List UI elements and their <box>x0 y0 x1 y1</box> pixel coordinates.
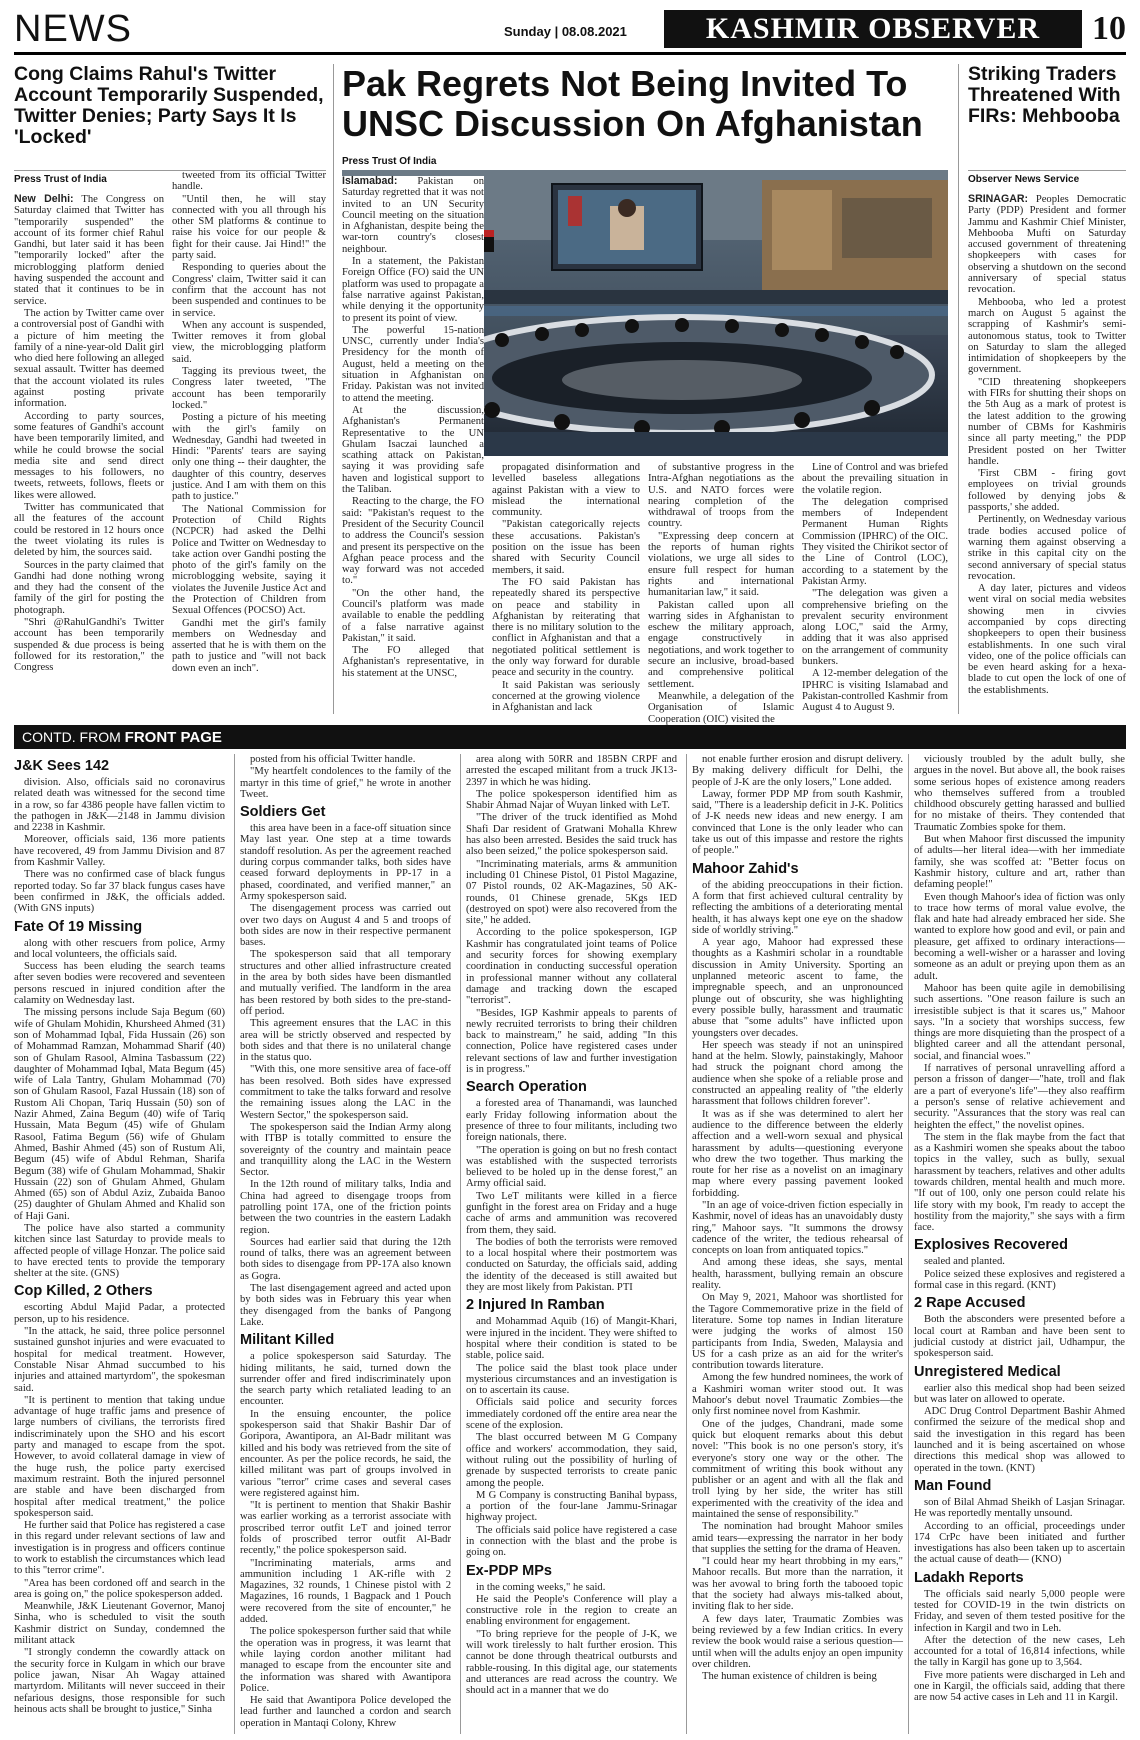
paragraph: Even though Mahoor's idea of fiction was only to trace how terms of moral value evolve, the flak and hate had already embraced her side. She wanted to explore how good and evil, or pain and pleasure, get affixed to ordinary interactions—becoming a well-wisher or a harasser and loving someone as an adult or preying upon them as an adult. <box>914 891 1125 982</box>
sub-headline: J&K Sees 142 <box>14 758 110 774</box>
paragraph: SRINAGAR: Peoples Democratic Party (PDP) President and former Jammu and Kashmir Chief Minister, Mehbooba Mufti on Saturday accused government of threatening shopkeepers with cases for observing a shutdown on the second anniversary of special status revocation. <box>968 193 1126 296</box>
main-story-byline: Press Trust Of India <box>342 156 437 167</box>
sub-headline: Fate Of 19 Missing <box>14 918 143 935</box>
paragraph: He further said that Police has registered a case in this regard under relevant sections of law and investigation is in progress and officers continue to work to establish the circumstances which lead to this "terror crime". <box>14 1520 225 1577</box>
paragraph: The police spokesperson further said that while the operation was in progress, it was learnt that while laying cordon another militant had managed to escape from the encounter site and the information was shared with Awantipora Police. <box>240 1626 451 1694</box>
section-name: NEWS <box>14 8 132 50</box>
sub-headline: Man Found <box>914 1477 992 1494</box>
paragraph: "In an age of voice-driven fiction especially in Kashmir, novel of ideas has an unavoidably dusty ring," Mahoor says. "It summons the drowsy cadence of the writer, the tedious rehearsal of concepts on loan from antiquated topics." <box>692 1199 903 1257</box>
paragraph: Twitter has communicated that all the features of the account could be restored in 12 hours once the tweet violating its rules is deleted by him, the sources said. <box>14 502 164 559</box>
paragraph: M G Company is constructing Banihal bypass, a portion of the four-lane Jammu-Srinagar highway project. <box>466 1489 677 1524</box>
paragraph: "Besides, IGP Kashmir appeals to parents of newly recruited terrorists to bring their children back to mainstream," he said, adding "In this connection, Police have registered cases under relevant sections of law and further investigation is in progress." <box>466 1007 677 1076</box>
sub-headline: Ladakh Reports <box>914 1569 1024 1586</box>
paragraph: Gandhi met the girl's family members on Wednesday and asserted that he is with them on the path to justice and "will not back down even an inch". <box>172 617 326 674</box>
paragraph: Sources had earlier said that during the 12th round of talks, there was an agreement between both sides to disengage from PP-17A also known as Gogra. <box>240 1236 451 1282</box>
paragraph: Laway, former PDP MP from south Kashmir, said, "There is a leadership deficit in J-K. Politics of J-K needs new ideas and new energy. I am convinced that Lone is the only leader who can take us out of this impasse and restore the rights of people." <box>692 788 903 857</box>
issue-date: Sunday | 08.08.2021 <box>504 24 627 39</box>
paragraph: The officials said police have registered a case in connection with the blast and the probe is going on. <box>466 1524 677 1559</box>
paragraph: "It is pertinent to mention that taking undue advantage of huge traffic jams and presence of large numbers of civilians, the terrorists fired indiscriminately upon the SHO and his escort party and managed to escape from the spot. However, to avoid collateral damage in view of the huge rush, the police party exercised maximum restraint. Both the injured personnel are stable and have been discharged from hospital after medical treatment," the police spokesperson said. <box>14 1394 225 1519</box>
paragraph: Police seized these explosives and registered a formal case in this regard. (KNT) <box>914 1268 1125 1292</box>
paragraph: After the detection of the new cases, Leh accounted for a total of 16,814 infections, while the tally in Kargil has gone up to 3,564. <box>914 1634 1125 1669</box>
continued-column-2 <box>240 754 451 1734</box>
right-story-byline: Observer News Service <box>968 174 1080 185</box>
column-divider <box>234 754 235 1734</box>
paragraph: "My heartfelt condolences to the family of the martyr in this time of grief," he wrote in another Tweet. <box>240 766 451 800</box>
paragraph: tweeted from its official Twitter handle. <box>172 170 326 193</box>
paragraph: In a statement, the Pakistan Foreign Office (FO) said the UN platform was used to propagate a false narrative against Pakistan, while denying it the opportunity to present its point of view. <box>342 256 484 324</box>
paragraph: Officials said police and security forces immediately cordoned off the entire area near the scene of the explosion. <box>466 1397 677 1432</box>
paragraph: not enable further erosion and disrupt delivery. By making delivery difficult for Delhi, the people of J-K are the only losers," Lone added. <box>692 754 903 788</box>
paragraph: a police spokesperson said Saturday. The hiding militants, he said, turned down the surrender offer and fired indiscriminately upon the search party which retaliated leading to an encounter. <box>240 1351 451 1408</box>
paragraph: division. Also, officials said no coronavirus related death was witnessed for the second time in a row, so far 4386 people have fallen victim to the pathogen in J&K—2148 in Jammu division and 2238 in Kashmir. <box>14 777 225 834</box>
paragraph: He said the People's Conference will play a constructive role in the region to create an enabling environment for engagement. <box>466 1593 677 1628</box>
masthead <box>14 10 1126 55</box>
paragraph: son of Bilal Ahmad Sheikh of Lasjan Srinagar. He was reportedly mentally unsound. <box>914 1496 1125 1520</box>
paragraph: Moreover, officials said, 136 more patients have recovered, 49 from Jammu Division and 87 from Kashmir Valley. <box>14 834 225 869</box>
column-divider <box>686 754 687 1734</box>
paragraph: "In the attack, he said, three police personnel sustained gunshot injuries and were evacuated to hospital for medical treatment. However, Constable Nisar Ahmad succumbed to his injuries and attained martyrdom", the spokesman said. <box>14 1326 225 1394</box>
paragraph: If narratives of personal unravelling afford a person a frisson of danger—"hate, troll and flak are a part of everyone's life"—they also reaffirm a person's sense of relative achievement and security. "Assurances that the story was real can heighten the effect," the novelist opines. <box>914 1063 1125 1131</box>
contd-prefix: CONTD. FROM <box>22 729 121 745</box>
paragraph: In the ensuing encounter, the police spokesperson said that Shakir Bashir Dar of Goripora, Awantipora, an Al-Badr militant was killed and his body was retrieved from the site of encounter. As per the police records, he said, the killed militant was part of groups involved in various "terror" crime cases and several cases were registered against him. <box>240 1408 451 1499</box>
paragraph: sealed and planted. <box>924 1256 1005 1268</box>
paragraph: The spokesperson said that all temporary structures and other allied infrastructure created in the area by both sides have been dismantled and mutually verified. The landform in the area has been restored by both sides to the pre-stand-off period. <box>240 949 451 1017</box>
paragraph: It was as if she was determined to alert her audience to the difference between the elderly affection and a well-worn sexual and physical harassment by adults—questioning everyone who drew the two together. Thus marking the route for her rise as a novelist on an imaginary map where every passing pavement looked forbidding. <box>692 1108 903 1199</box>
left-story-byline: Press Trust of India <box>14 174 107 185</box>
sub-headline: Militant Killed <box>240 1332 335 1349</box>
continued-column-1 <box>14 754 225 1734</box>
page-number: 10 <box>1086 10 1129 48</box>
paragraph: The delegation comprised members of Independent Permanent Human Rights Commission (IPHRC) of the OIC. They visited the Chirikot sector of the Line of Control (LOC), according to a statement by the Pakistan Army. <box>802 496 948 587</box>
paragraph: "It is pertinent to mention that Shakir Bashir was earlier working as a terrorist associate with proscribed terror outfit LeT and joined terror folds of proscribed terror outfit Al-Badr recently," the police spokesperson said. <box>240 1500 451 1557</box>
paragraph: Pakistan called upon all warring sides in Afghanistan to eschew the military approach, engage constructively in negotiations, and work together to secure an inclusive, broad-based and comprehensive political settlement. <box>648 599 794 690</box>
paragraph: The FO said Pakistan has repeatedly shared its perspective on peace and stability in Afghanistan by reiterating that there is no military solution to the conflict in Afghanistan and that a negotiated political settlement is the only way forward for durable peace and security in the country. <box>492 576 640 679</box>
paragraph: The disengagement process was carried out over two days on August 4 and 5 and troops of both sides are now in their respective permanent bases. <box>240 903 451 949</box>
paragraph: The police said the blast took place under mysterious circumstances and an investigation is on to ascertain its cause. <box>466 1362 677 1397</box>
column-divider <box>958 64 959 714</box>
continued-column-5 <box>914 754 1125 1734</box>
paragraph: Responding to queries about the Congress' claim, Twitter said it can confirm that the account has not been suspended and continues to be in service. <box>172 262 326 319</box>
paragraph: Mahoor has been quite agile in demobilising such assertions. "One reason failure is such an irresistible subject is that it scares us," Mahoor says. "In a society that worships success, few things are more disquieting than the prospect of a blighted career and all the attendant personal, social, and financial woes." <box>914 982 1125 1062</box>
paragraph: One of the judges, Chandrani, made some quick but eloquent remarks about this debut novel: "This book is no one person's story, it's everyone's story one way or the other. The commitment of writing this book without any publisher or an agent and with all the flak and troll lying by her side, the writer has still experimented with the creativity of the idea and maintained the sense of responsibility." <box>692 1418 903 1520</box>
paragraph: New Delhi: The Congress on Saturday claimed that Twitter has "temporarily suspended" the account of its former chief Rahul Gandhi, but later said it has been "temporarily locked" after the microblogging platform denied having suspended the account and stated that it continues to be in service. <box>14 193 165 307</box>
paragraph: The officials said nearly 5,000 people were tested for COVID-19 in the twin districts on Friday, and seven of them tested positive for the infection in Kargil and two in Leh. <box>914 1588 1125 1634</box>
paragraph: "Area has been cordoned off and search in the area is going on," the police spokesperson added. <box>14 1577 225 1600</box>
paragraph: "The delegation was given a comprehensive briefing on the prevalent security environment along LOC," said the Army, adding that it was also apprised on the arrangement of community bunkers. <box>802 588 948 668</box>
left-story-column-2 <box>172 170 326 714</box>
sub-headline: Soldiers Get <box>240 804 326 821</box>
paragraph: A year ago, Mahoor had expressed these thoughts as a Kashmiri scholar in a roundtable discussion in Amity University. Sporting an unplanned meteoric ascent to fame, the impregnable speech, and an unpronounced plunge out of obscurity, she was highlighting every possible bully, harassment and traumatic abuse that "some adults" have inflicted upon youngsters over decades. <box>692 937 903 1039</box>
main-story-column-1 <box>342 176 484 714</box>
paragraph: area along with 50RR and 185BN CRPF and arrested the escaped militant from a truck JK13-2397 in which he was hiding. <box>466 754 677 788</box>
paragraph: Two LeT militants were killed in a fierce gunfight in the forest area on Friday and a huge cache of arms and ammunition was recovered from them, they said. <box>466 1190 677 1236</box>
paragraph: A few days later, Traumatic Zombies was being reviewed by a few Indian critics. In every review the book would raise a serious question—until when will the adults enjoy an open impunity over children. <box>692 1613 903 1670</box>
paragraph: "Expressing deep concern at the reports of human rights violations, we urge all sides to ensure full respect for human rights and international humanitarian law," it said. <box>648 530 794 599</box>
sub-headline: Explosives Recovered <box>914 1237 1068 1254</box>
sub-headline: 2 Injured In Ramban <box>466 1297 605 1314</box>
paragraph: "The operation is going on but no fresh contact was established with the suspected terrorists believed to be holed up in the dense forest," an Army official said. <box>466 1144 677 1190</box>
right-story-headline: Striking Traders Threatened With FIRs: Mehbooba <box>968 63 1121 128</box>
paragraph: The bodies of both the terrorists were removed to a local hospital where their postmortem was conducted on Saturday, the officials said, adding the identity of the deceased is still awaited but they are most likely from Pakistan. PTI <box>466 1236 677 1294</box>
paragraph: Meanwhile, J&K Lieutenant Governor, Manoj Sinha, who is scheduled to visit the south Kashmir district on Sunday, condemned the militant attack <box>14 1601 225 1647</box>
paragraph: "Until then, he will stay connected with you all through his other SM platforms & continue to raise his voice for our people & fight for their cause. Jai Hind!" the party said. <box>172 193 326 262</box>
column-divider <box>460 754 461 1734</box>
contd-label: FRONT PAGE <box>124 729 222 746</box>
paragraph: At the discussion, Afghanistan's Permanent Representative to the UN Ghulam Isaczai launched a scathing attack on Pakistan, saying it was providing safe haven and logistical support to the Taliban. <box>342 404 484 496</box>
paragraph: 'First CBM - firing govt employees on trivial grounds followed by denying jobs & passports,' she added. <box>968 468 1126 514</box>
paragraph: The stem in the flak maybe from the fact that as a Kashmiri women she speaks about the taboo topics in the valley, such as bully, sexual harassment by teachers, relatives and other adults towards children, mental health and much more. "If out of 100, only one person could relate his life story with my book, I'm ready to accept the hostility from the majority," she says with a firm face. <box>914 1131 1125 1234</box>
column-divider <box>333 64 334 714</box>
paragraph: The blast occurred between M G Company office and workers' accommodation, they said, without ruling out the possibility of hurling of grenade by suspected terrorists to create panic among the people. <box>466 1432 677 1489</box>
paragraph: It said Pakistan was seriously concerned at the growing violence in Afghanistan and lack <box>492 679 640 714</box>
continued-from-front-page-bar <box>14 725 1126 749</box>
paragraph: "To bring reprieve for the people of J-K, we will work tirelessly to halt further erosion. This cannot be done through theatrical outbursts and rabble-rousing. In this digital age, our statements and utterances are read across the country. We should act in a manner that we do <box>466 1628 677 1697</box>
paragraph: Pertinently, on Wednesday various trade bodies accused police of warning them against observing a strike in this capital city on the second anniversary of special status revocation. <box>968 514 1126 582</box>
paragraph: earlier also this medical shop had been seized but was later on allowed to operate. <box>914 1382 1125 1405</box>
sub-headline: Unregistered Medical <box>914 1363 1061 1380</box>
paragraph: The nomination had brought Mahoor smiles amid tears—expressing the narrator in her body that supplies the setting for the drama of Heaven. <box>692 1521 903 1555</box>
paragraph: In the 12th round of military talks, India and China had agreed to disengage troops from patrolling point 17A, one of the friction points between the two countries in the eastern Ladakh region. <box>240 1179 451 1236</box>
right-story-column-1 <box>968 194 1126 714</box>
paragraph: The police spokesperson identified him as Shabir Ahmad Najar of Wuyan linked with LeT. <box>466 788 677 812</box>
paragraph: There was no confirmed case of black fungus reported today. So far 37 black fungus cases have been confirmed in J&K, the officials added. (With GNS inputs) <box>14 869 225 915</box>
paragraph: A day later, pictures and videos went viral on social media websites showing men in civvies accompanied by cops directing shopkeepers to open their business establishments. In one such viral video, one of the police officials can be even heard asking for a hexa-blade to cut open the lock of one of the establishments. <box>968 583 1126 696</box>
paragraph: posted from his official Twitter handle. <box>250 754 416 765</box>
paragraph: The missing persons include Saja Begum (60) wife of Ghulam Mohidin, Khursheed Ahmed (31) son of Mohammad Iqbal, Fida Hussain (26) son of Mohammad Ramzan, Mohammad Sharif (40) son of Ghulam Rasool, Almina Tasbassum (22) daughter of Mohammad Iqbal, Mata Begum (45) wife of Lala Tantry, Ghulam Mohammad (70) son of Ghulam Rasool, Fazal Hussain (18) son of Rustom Ali Chopan, Tariq Hussain (50) son of Nazir Ahmed, Zaina Begum (40) wife of Tariq Hussain, Mata Begum (45) wife of Ghulam Rasool, Fatima Begum (56) wife of Ghulam Ahmed, Bashir Ahmed (45) son of Rustum Ali, Begum (45) wife of Abdul Rehman, Sharifa Begum (38) wife of Ghulam Mohammad, Shakir Hussain (22) son of Ghulam Ahmed, Ghulam Ahmed (65) son of Abdul Aziz, Zubaida Banoo (25) daughter of Ghulam Ahmed and Khalid son of Haji Gani. <box>14 1007 225 1222</box>
paragraph: "Incriminating materials, arms and ammunition including 1 AK-rifle with 2 Magazines, 32 rounds, 1 Chinese pistol with 2 Magazines, 16 rounds, 1 Bagpack and 1 Pouch were recovered from the site of encounter," he added. <box>240 1557 451 1626</box>
main-story-column-4 <box>802 462 948 714</box>
paragraph: The police have also started a community kitchen since last Saturday to provide meals to affected people of village Honzar. The police said to have erected tents to provide the temporary shelter at the site. (GNS) <box>14 1222 225 1280</box>
left-story-column-1 <box>14 194 164 714</box>
paragraph: escorting Abdul Majid Padar, a protected person, up to his residence. <box>14 1302 225 1325</box>
paragraph: "Shri @RahulGandhi's Twitter account has been temporarily suspended & due process is being followed for its restoration," the Congress <box>14 616 164 674</box>
newspaper-name: KASHMIR OBSERVER <box>664 10 1082 48</box>
continued-column-4 <box>692 754 903 1734</box>
paragraph: "Incriminating materials, arms & ammunition including 01 Chinese Pistol, 01 Pistol Magazine, 07 Pistol rounds, 02 AK-Magazines, 50 AK-rounds, 01 Chinese grenade, 5Kgs IED (destroyed on spot) were also recovered from the site," he added. <box>466 858 677 927</box>
sub-headline: Search Operation <box>466 1079 587 1096</box>
paragraph: The human existence of children is being <box>702 1671 877 1683</box>
sub-headline: Ex-PDP MPs <box>466 1562 552 1579</box>
paragraph: Tagging its previous tweet, the Congress later tweeted, "The account has been temporarily locked." <box>172 366 326 411</box>
paragraph: and Mohammad Aquib (16) of Mangit-Khari, were injured in the incident. They were shifted to hospital where their condition is stated to be stable, police said. <box>466 1316 677 1362</box>
left-story-headline: Cong Claims Rahul's Twitter Account Temporarily Suspended, Twitter Denies; Party Says It Is 'Locked' <box>14 63 324 149</box>
paragraph: Five more patients were discharged in Leh and one in Kargil, the officials said, adding that there are now 54 active cases in Leh and 11 in Kargil. <box>914 1669 1125 1704</box>
paragraph: According to an official, proceedings under 174 CrPc have been initiated and further investigations has also been taken up to ascertain the actual cause of death— (KNO) <box>914 1520 1125 1566</box>
sub-headline: 2 Rape Accused <box>914 1295 1026 1312</box>
paragraph: According to party sources, some features of Gandhi's account have been temporarily limited, and while he could browse the social media site and send direct messages to his followers, no tweets, retweets, follows, fleets or likes were allowed. <box>14 410 164 501</box>
paragraph: On May 9, 2021, Mahoor was shortlisted for the Tagore Commemorative prize in the field of literature. Some top names in Indian literature were judging the works of almost 150 participants from India, Sweden, Malaysia and US for a cash prize as an aid for the writer's contribution towards literature. <box>692 1292 903 1372</box>
paragraph: Mehbooba, who led a protest march on August 5 against the scrapping of Kashmir's semi-autonomous status, took to Twitter on Saturday to slam the alleged intimidation of shopkeepers by the government. <box>968 296 1126 376</box>
paragraph: "CID threatening shopkeepers with FIRs for shutting their shops on the 5th Aug as a mark of protest is the latest addition to the growing number of CBMs for Kashmiris since all party meeting," the PDP President posted on her Twitter handle. <box>968 376 1126 467</box>
sub-headline: Mahoor Zahid's <box>692 860 799 877</box>
paragraph: along with other rescuers from police, Army and local volunteers, the officials said. <box>14 937 225 960</box>
main-story-column-2 <box>492 462 640 714</box>
paragraph: "I could hear my heart throbbing in my ears," Mahoor recalls. But more than the narration, it was her avowal to bring forth the tabooed topic that the society had always mis-talked about, inviting flak to her side. <box>692 1556 903 1613</box>
paragraph: Islamabad: Pakistan on Saturday regretted that it was not invited to an UN Security Council meeting on the situation in Afghanistan, despite being the war-torn country's closest neighbour. <box>342 175 484 255</box>
paragraph: ADC Drug Control Department Bashir Ahmed confirmed the seizure of the medical shop and said the investigation in this regard has been launched and it is being ascertained on whose directions this medical shop was allowed to operated in the town. (KNT) <box>914 1406 1125 1474</box>
paragraph: "Pakistan categorically rejects these accusations. Pakistan's position on the issue has been shared with Security Council members, it said. <box>492 519 640 576</box>
paragraph: The action by Twitter came over a controversial post of Gandhi with a picture of him meeting the family of a nine-year-old Dalit girl who died here following an alleged sexual assault. Twitter has deemed that the account violated its rules against posting private information. <box>14 307 164 410</box>
paragraph: this area have been in a face-off situation since May last year. One step at a time towards standoff resolution. As per the agreement reached during corpus commander talks, both sides have ceased forward deployments in PP-17 in a phased, coordinated, and verified manner," an Army spokesperson said. <box>240 823 451 902</box>
paragraph: Among the few hundred nominees, the work of a Kashmiri woman writer stood out. It was Mahoor's debut novel Traumatic Zombies—the only first nominee novel from Kashmir. <box>692 1372 903 1418</box>
paragraph: Reacting to the charge, the FO said: "Pakistan's request to the President of the Security Council to address the Council's session and present its perspective on the Afghan peace process and the way forward was not acceded to." <box>342 496 484 587</box>
paragraph: "With this, one more sensitive area of face-off has been resolved. Both sides have expressed commitment to take the talks forward and resolve the remaining issues along the LAC in the Western Sector," the spokesperson said. <box>240 1064 451 1121</box>
continued-column-3 <box>466 754 677 1734</box>
paragraph: He said that Awantipora Police developed the lead further and launched a cordon and search operation in Mantaqi Colony, Khrew <box>240 1695 451 1729</box>
main-story-headline: Pak Regrets Not Being Invited To UNSC Discussion On Afghanistan <box>342 63 923 144</box>
main-story-column-3 <box>648 462 794 725</box>
paragraph: a forested area of Thanamandi, was launched early Friday following information about the presence of three to four militants, including two foreign nationals, there. <box>466 1098 677 1144</box>
paragraph: Meanwhile, a delegation of the Organisation of Islamic Cooperation (OIC) visited the <box>648 690 794 725</box>
headline-rule <box>968 170 1126 171</box>
paragraph: The last disengagement agreed and acted upon by both sides was in February this year when they disengaged from the banks of Pangong Lake. <box>240 1283 451 1328</box>
paragraph: The powerful 15-nation UNSC, currently under India's Presidency for the month of August, held a meeting on the situation in Afghanistan on Friday. Pakistan was not invited to attend the meeting. <box>342 324 484 404</box>
paragraph: propagated disinformation and levelled baseless allegations against Pakistan with a view to mislead the international community. <box>492 462 640 519</box>
paragraph: And among these ideas, she says, mental health, harassment, bullying remain an obscure reality. <box>692 1257 903 1292</box>
paragraph: "The driver of the truck identified as Mohd Shafi Dar resident of Gratwani Mohalla Khrew has also been arrested. Besides the said truck has also been seized," the police spokesperson said. <box>466 812 677 858</box>
paragraph: According to the police spokesperson, IGP Kashmir has congratulated joint teams of Police and security forces for showing exemplary coordination in conducting successful operation in professional manner without any collateral damage and tracking down the escaped "terrorist". <box>466 927 677 1007</box>
paragraph: "On the other hand, the Council's platform was made available to enable the peddling of a false narrative against Pakistan," it said. <box>342 587 484 644</box>
paragraph: of the abiding preoccupations in their fiction. A form that first achieved cultural centrality by reflecting the ambitions of a deteriorating mental health, it has always kept one eye on the shadow side of worldly striving." <box>692 879 903 936</box>
paragraph: Success has been eluding the search teams after seven bodies were recovered and seventeen persons rescued in injured condition after the calamity on Wednesday last. <box>14 961 225 1007</box>
paragraph: Both the absconders were presented before a local court at Ramban and have been sent to judicial custody at district jail, Udhampur, the spokesperson said. <box>914 1314 1125 1360</box>
paragraph: Posting a picture of his meeting with the girl's family on Wednesday, Gandhi had tweeted in Hindi: "Parents' tears are saying only one thing -- their daughter, the daughter of this country, deserves justice. And I am with them on this path to justice." <box>172 412 326 503</box>
paragraph: The National Commission for Protection of Child Rights (NCPCR) had asked the Delhi Police and Twitter on Wednesday to take action over Gandhi posting the photo of the girl's family on the microblogging website, saying it violates the Juvenile Justice Act and the Protection of Children from Sexual Offences (POCSO) Act. <box>172 503 326 617</box>
paragraph: A 12-member delegation of the IPHRC is visiting Islamabad and Pakistan-controlled Kashmir from August 4 to August 9. <box>802 668 948 714</box>
paragraph: Her speech was steady if not an uninspired hand at the helm. Slowly, painstakingly, Mahoor had struck the poignant chord among the audience when she spoke of a reliable prose and constructed an appealing reality of "the elderly harassment that follows children forever". <box>692 1039 903 1108</box>
paragraph: viciously troubled by the adult bully, she argues in the novel. But above all, the book raises some serious hopes of existence among readers who themselves suffered from a troubled childhood obscurely getting harassed and bullied for no mistake of theirs. They contended that Traumatic Zombies spoke for them. <box>914 754 1125 833</box>
sub-headline: Cop Killed, 2 Others <box>14 1283 153 1300</box>
paragraph: The spokesperson said the Indian Army along with ITBP is totally committed to ensure the sovereignty of the country and maintain peace and tranquillity along the LAC in the Western Sector. <box>240 1121 451 1179</box>
paragraph: The FO alleged that Afghanistan's representative, in his statement at the UNSC, <box>342 645 484 679</box>
paragraph: Sources in the party claimed that Gandhi had done nothing wrong and they had the consent of the family of the girl for posting the photograph. <box>14 559 164 616</box>
paragraph: But when Mahoor first discussed the impunity of adults—her literal idea—with her immediate family, she was scoffed at: "Better focus on Kashmir history, culture and art, rather than defaming people!" <box>914 834 1125 891</box>
paragraph: This agreement ensures that the LAC in this area will be strictly observed and respected by both sides and that there is no unilateral change in the status quo. <box>240 1018 451 1064</box>
paragraph: "I strongly condemn the cowardly attack on the security force in Kulgam in which our brave police jawan, Nisar Ah Wagay attained martyrdom. Militants will never succeed in their nefarious designs, those responsible for such heinous acts shall be brought to justice," Sinha <box>14 1647 225 1715</box>
paragraph: When any account is suspended, Twitter removes it from global view, the microblogging platform said. <box>172 319 326 365</box>
paragraph: of substantive progress in the Intra-Afghan negotiations as the U.S. and NATO forces were nearing completion of the withdrawal of troops from the country. <box>648 462 794 530</box>
paragraph: in the coming weeks," he said. <box>476 1581 606 1593</box>
paragraph: Line of Control and was briefed about the prevailing situation in the volatile region. <box>802 462 948 496</box>
column-divider <box>908 754 909 1734</box>
